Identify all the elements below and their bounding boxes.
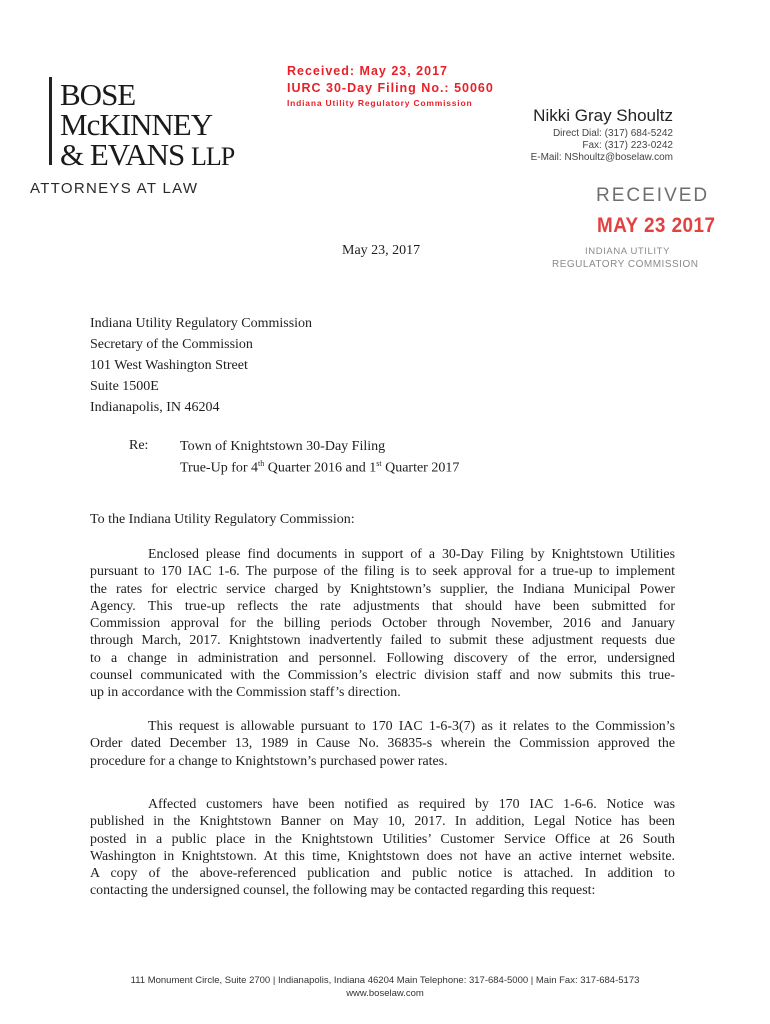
fax-number: Fax: (317) 223-0242	[582, 140, 673, 151]
attorney-name: Nikki Gray Shoultz	[533, 106, 673, 125]
letter-date: May 23, 2017	[342, 243, 421, 258]
tagline: ATTORNEYS AT LAW	[30, 180, 199, 197]
received-date: Received: May 23, 2017	[287, 64, 448, 78]
recipient-address	[90, 313, 312, 418]
logo-text-mckinney: McKINNEY	[60, 107, 213, 142]
stamp-line-1: INDIANA UTILITY	[585, 246, 671, 257]
footer-address: 111 Monument Circle, Suite 2700 | Indianapolis, Indiana 46204 Main Telephone: 317-684-5000 | Main Fax: 317-684-5173	[130, 975, 640, 986]
footer-website: www.boselaw.com	[346, 988, 424, 999]
address-line: 101 West Washington Street	[90, 358, 248, 373]
email-address: E-Mail: NShoultz@boselaw.com	[530, 152, 673, 163]
logo-text-evans: & EVANS LLP	[60, 137, 235, 172]
re-subject	[180, 438, 459, 477]
re-label: Re:	[129, 438, 149, 453]
address-line: Indiana Utility Regulatory Commission	[90, 316, 313, 331]
re-line-2: True-Up for 4th Quarter 2016 and 1st Quarter 2017	[180, 459, 460, 476]
footer	[0, 974, 770, 1000]
logo-text-bose: BOSE	[60, 77, 136, 112]
paragraph-2: This request is allowable pursuant to 170 IAC 1-6-3(7) as it relates to the Commission’s Order dated December 13, 1989 in Cause No. 36835-s wherein the Commission approved the procedure for a change to Knightstown’s purchased power rates.	[90, 719, 675, 769]
stamp-line-2: REGULATORY COMMISSION	[552, 259, 699, 270]
address-line: Secretary of the Commission	[90, 337, 253, 352]
commission-name: Indiana Utility Regulatory Commission	[287, 98, 473, 108]
re-line-1: Town of Knightstown 30-Day Filing	[180, 439, 386, 454]
filing-number: IURC 30-Day Filing No.: 50060	[287, 81, 494, 95]
direct-dial: Direct Dial: (317) 684-5242	[552, 128, 673, 139]
address-line: Suite 1500E	[90, 379, 159, 394]
stamp-date: MAY 23 2017	[597, 214, 716, 237]
address-line: Indianapolis, IN 46204	[90, 400, 220, 415]
salutation: To the Indiana Utility Regulatory Commission:	[90, 512, 355, 527]
paragraph-1: Enclosed please find documents in support of a 30-Day Filing by Knightstown Utilities pursuant to 170 IAC 1-6. The purpose of the filing is to seek approval for a true-up to implement the rates for electric service charged by Knightstown’s supplier, the Indiana Municipal Power Agency. This true-up reflects the rate adjustments that should have been submitted for Commission approval for the billing periods October through November, 2016 and January through March, 2017. Knightstown inadvertently failed to submit these adjustment requests due to a change in administration and personnel. Following discovery of the error, undersigned counsel communicated with the Commission’s electric division staff and now submits this true- up in accordance with the Commission staff’s direction.	[90, 547, 675, 701]
paragraph-3: Affected customers have been notified as required by 170 IAC 1-6-6. Notice was published in the Knightstown Banner on May 10, 2017. In addition, Legal Notice has been posted in a public place in the Knightstown Utilities’ Customer Service Office at 26 South Washington in Knightstown. At this time, Knightstown does not have an active internet website. A copy of the above-referenced publication and public notice is attached. In addition to contacting the undersigned counsel, the following may be contacted regarding this request:	[90, 797, 675, 899]
stamp-received: RECEIVED	[596, 185, 710, 206]
logo-bar	[49, 77, 52, 165]
